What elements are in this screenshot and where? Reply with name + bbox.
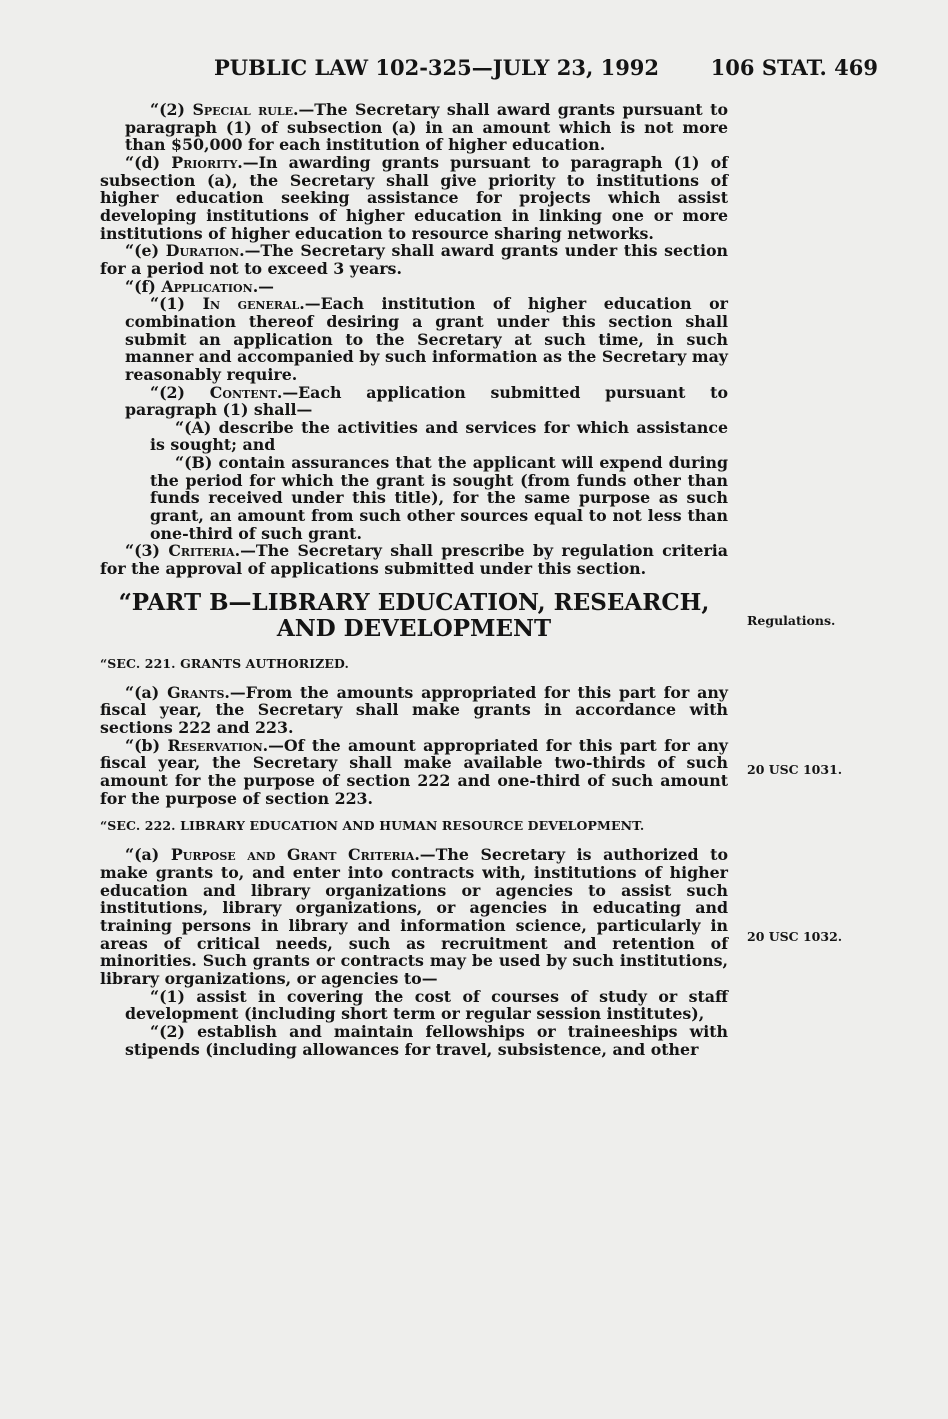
- paragraph-criteria: “(3) Criteria.—The Secretary shall prescribe by regulation criteria for the approval of applications submitted under this section.: [100, 541, 728, 579]
- paragraph-duration: “(e) Duration.—The Secretary shall award grants under this section for a period not to exceed 3 years.: [100, 241, 728, 278]
- margin-note-regulations: Regulations.: [747, 613, 836, 628]
- paragraph-grants: “(a) Grants.—From the amounts appropriated for this part for any fiscal year, the Secretary shall make grants in accordance with sections 222 and 223.: [100, 682, 728, 738]
- paragraph-purpose-and-grant-criteria: “(a) Purpose and Grant Criteria.—The Secretary is authorized to make grants to, and enter into contracts with, institutions of higher education and library organizations or agencies to assist such institutions, library organizations, or agencies in educating and training persons in library and information science, particularly in areas of critical needs, such as recruitment and retention of minorities. Such grants or contracts may be used by such institutions, library organizations, or agencies to—: [100, 845, 728, 988]
- paragraph-heading: Special rule: [192, 100, 293, 119]
- page-header: [100, 55, 878, 85]
- paragraph-special-rule: “(2) Special rule.—The Secretary shall award grants pursuant to paragraph (1) of subsection (a) in an amount which is not more than $50,000 for each institution of higher education.: [125, 100, 728, 155]
- paragraph-heading: Grants: [167, 682, 225, 702]
- paragraph-content: “(2) Content.—Each application submitted pursuant to paragraph (1) shall—: [125, 382, 728, 420]
- paragraph-heading: In general: [202, 294, 300, 314]
- section-221-heading: “SEC. 221. GRANTS AUTHORIZED.: [100, 655, 349, 671]
- body-text: [100, 101, 728, 1058]
- paragraph-heading: Application: [161, 276, 253, 296]
- paragraph-heading: Purpose and Grant Criteria: [170, 845, 415, 865]
- paragraph-heading: Priority: [171, 152, 238, 172]
- paragraph-reservation: “(b) Reservation.—Of the amount appropriated for this part for any fiscal year, the Secretary shall make available two-thirds of such amount for the purpose of section 222 and one-third of such amount for the purpose of section 223.: [100, 735, 728, 808]
- paragraph-application: “(f) Application.—: [125, 276, 274, 296]
- paragraph-heading: Reservation: [167, 735, 263, 755]
- paragraph-heading: Content: [209, 382, 277, 402]
- header-stat-number: 106 STAT. 469: [710, 55, 878, 80]
- margin-note-20-usc-1031: 20 USC 1031.: [747, 762, 843, 777]
- margin-note-20-usc-1032: 20 USC 1032.: [747, 929, 843, 944]
- paragraph-content-b: “(B) contain assurances that the applicant will expend during the period for which the grant is sought (from funds other than funds received under this title), for the same purpose as such grant, an amount from such other sources equal to not less than one-third of such grant.: [150, 453, 728, 543]
- header-title: PUBLIC LAW 102-325—JULY 23, 1992: [214, 55, 660, 80]
- section-222-heading: “SEC. 222. LIBRARY EDUCATION AND HUMAN RESOURCE DEVELOPMENT.: [100, 818, 645, 834]
- paragraph-in-general: “(1) In general.—Each institution of higher education or combination thereof desiring a grant under this section shall submit an application to the Secretary at such time, in such manner and accompanied by such information as the Secretary may reasonably require.: [125, 294, 729, 384]
- paragraph-content-a: “(A) describe the activities and services for which assistance is sought; and: [150, 417, 728, 455]
- paragraph-heading: Duration: [165, 241, 240, 261]
- paragraph-fellowships: “(2) establish and maintain fellowships or traineeships with stipends (including allowances for travel, subsistence, and other: [125, 1021, 728, 1059]
- paragraph-assist-covering-cost: “(1) assist in covering the cost of courses of study or staff development (including short term or regular session institutes),: [125, 986, 728, 1024]
- paragraph-priority: “(d) Priority.—In awarding grants pursuant to paragraph (1) of subsection (a), the Secretary shall give priority to institutions of higher education seeking assistance for projects which assist developing institutions of higher education in linking one or more institutions of higher education to resource sharing networks.: [100, 152, 728, 243]
- part-b-heading: “PART B—LIBRARY EDUCATION, RESEARCH, AND DEVELOPMENT: [118, 588, 710, 642]
- paragraph-heading: Criteria: [168, 541, 235, 561]
